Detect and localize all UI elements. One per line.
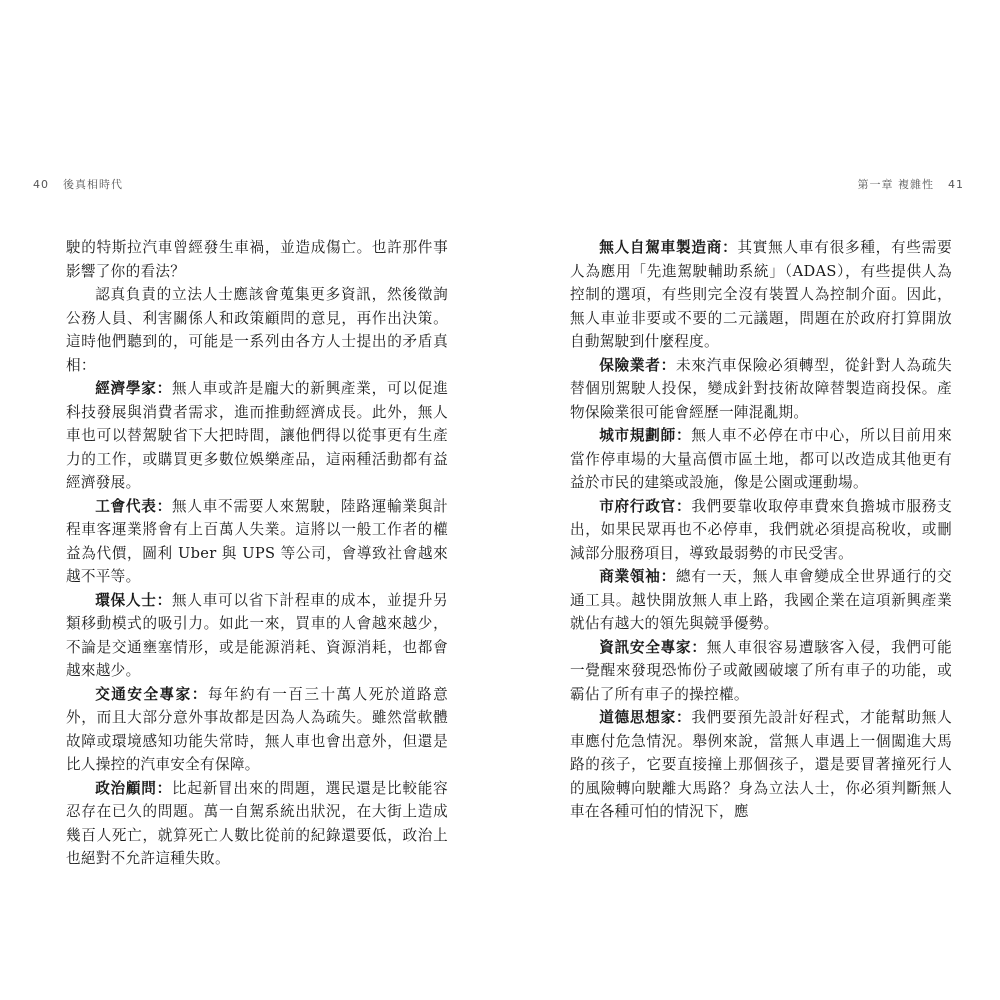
left-page-body (66, 236, 448, 871)
paragraph: 交通安全專家：每年約有一百三十萬人死於道路意外，而且大部分意外事故都是因為人為疏失。雖然當軟體故障或環境感知功能失常時，無人車也會出意外，但還是比人操控的汽車安全有保障。 (66, 685, 448, 773)
paragraph: 保險業者：未來汽車保險必須轉型，從針對人為疏失替個別駕駛人投保，變成針對技術故障替製造商投保。產物保險業很可能會經歷一陣混亂期。 (570, 356, 952, 421)
paragraph: 商業領袖：總有一天，無人車會變成全世界通行的交通工具。越快開放無人車上路，我國企業在這項新興產業就佔有越大的領先與競爭優勢。 (570, 568, 952, 632)
paragraph: 城市規劃師：無人車不必停在市中心，所以目前用來當作停車場的大量高價市區土地，都可以改造成其他更有益於市民的建築或設施，像是公園或運動場。 (570, 427, 952, 491)
paragraph: 政治顧問：比起新冒出來的問題，選民還是比較能容忍存在已久的問題。萬一自駕系統出狀況，在大街上造成幾百人死亡，就算死亡人數比從前的紀錄還要低，政治上也絕對不允許這種失敗。 (66, 779, 448, 867)
paragraph: 認真負責的立法人士應該會蒐集更多資訊，然後徵詢公務人員、利害關係人和政策顧問的意見，再作出決策。這時他們聽到的，可能是一系列由各方人士提出的矛盾真相： (66, 286, 448, 374)
left-running-header (33, 176, 123, 192)
speaker-term: 道德思想家： (599, 709, 692, 726)
right-page-body (570, 236, 952, 824)
paragraph: 無人自駕車製造商：其實無人車有很多種，有些需要人為應用「先進駕駛輔助系統」（ADAS），有些提供人為控制的選項，有些則完全沒有裝置人為控制介面。因此，無人車並非要或不要的二元議題，問題在於政府打算開放自動駕駛到什麼程度。 (570, 239, 953, 350)
paragraph: 駛的特斯拉汽車曾經發生車禍，並造成傷亡。也許那件事影響了你的看法？ (66, 239, 448, 280)
speaker-term: 資訊安全專家： (599, 638, 707, 656)
speaker-term: 城市規劃師： (599, 427, 692, 444)
speaker-term: 政治顧問： (95, 779, 172, 797)
right-page-number: 41 (948, 177, 964, 191)
right-running-header (858, 176, 965, 192)
speaker-term: 保險業者： (599, 356, 676, 374)
paragraph: 資訊安全專家：無人車很容易遭駭客入侵，我們可能一覺醒來發現恐怖份子或敵國破壞了所有車子的功能，或霸佔了所有車子的操控權。 (570, 638, 952, 703)
speaker-term: 經濟學家： (95, 380, 172, 397)
paragraph: 工會代表：無人車不需要人來駕駛，陸路運輸業與計程車客運業將會有上百萬人失業。這將以一般工作者的權益為代價，圖利 Uber 與 UPS 等公司，會導致社會越來越不平等。 (66, 497, 448, 585)
paragraph: 道德思想家：我們要預先設計好程式，才能幫助無人車應付危急情況。舉例來說，當無人車遇上一個闖進大馬路的孩子，它要直接撞上那個孩子，還是要冒著撞死行人的風險轉向駛離大馬路？身為立法人士，你必須判斷無人車在各種可怕的情況下，應 (570, 709, 952, 820)
speaker-term: 交通安全專家： (95, 685, 208, 703)
paragraph: 經濟學家：無人車或許是龐大的新興產業，可以促進科技發展與消費者需求，進而推動經濟成長。此外，無人車也可以替駕駛省下大把時間，讓他們得以從事更有生產力的工作，或購買更多數位娛樂產品，這兩種活動都有益經濟發展。 (66, 380, 448, 491)
right-running-head: 第一章 複雜性 (857, 178, 934, 191)
paragraph: 市府行政官：我們要靠收取停車費來負擔城市服務支出，如果民眾再也不必停車，我們就必須提高稅收，或刪減部分服務項目，導致最弱勢的市民受害。 (570, 497, 952, 562)
left-page-number: 40 (33, 177, 49, 191)
speaker-term: 環保人士： (95, 591, 172, 609)
paragraph: 環保人士：無人車可以省下計程車的成本，並提升另類移動模式的吸引力。如此一來，買車的人會越來越少，不論是交通壅塞情形，或是能源消耗、資源消耗，也都會越來越少。 (66, 591, 448, 679)
speaker-term: 商業領袖： (599, 568, 676, 585)
left-running-head: 後真相時代 (63, 178, 123, 191)
speaker-term: 無人自駕車製造商： (599, 239, 738, 256)
speaker-term: 工會代表： (95, 497, 172, 515)
speaker-term: 市府行政官： (599, 497, 692, 515)
